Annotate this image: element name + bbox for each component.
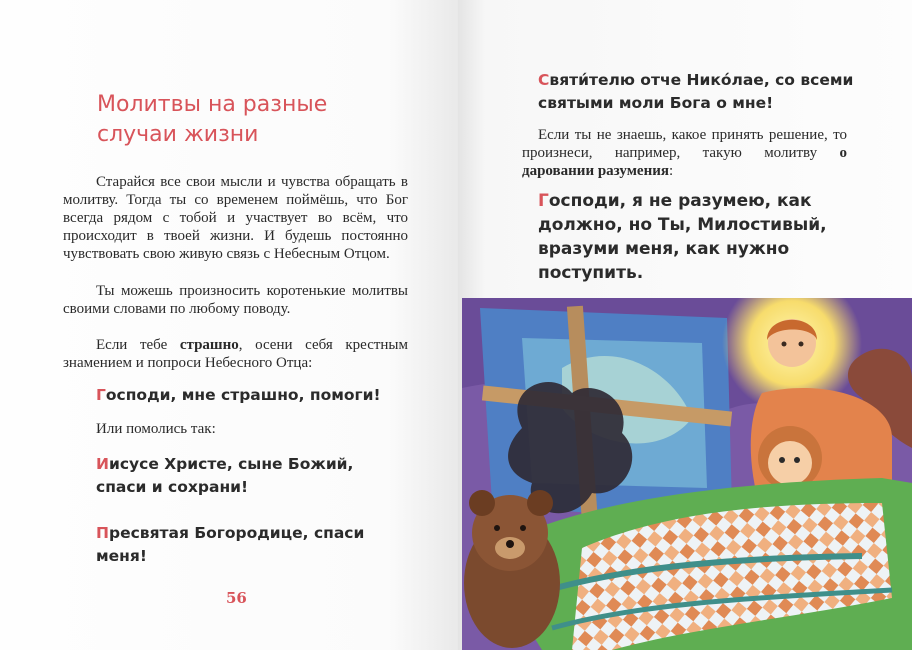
text-fragment: : [668,163,674,179]
angel-eye [799,342,804,347]
teddy-eye [520,525,526,531]
prayer-initial: Г [96,386,106,404]
teddy-eye [494,525,500,531]
angel-eye [782,342,787,347]
prayer-text: осподи, я не разумею, как должно, но Ты, Милостивый, вразуми меня, как нужно поступить. [538,191,827,283]
girl-eye [794,457,800,463]
prayer-initial: П [96,524,109,542]
girl-face [768,441,812,485]
teddy-ear [527,490,553,516]
paragraph-or-pray: Или помолись так: [96,421,216,437]
prayer-understanding [538,189,848,285]
section-heading-text: Молитвы на разные случаи жизни [97,92,328,147]
prayer-text: исусе Христе, сыне Божий, спаси и сохрани! [96,455,354,496]
prayer-initial: Г [538,191,549,211]
prayer-initial: И [96,455,109,473]
paragraph-if-scared [63,336,408,372]
teddy-ear [469,490,495,516]
girl-eye [779,457,785,463]
prayer-text: вяти́телю отче Нико́лае, со всеми святыми моли Бога о мне! [538,71,854,112]
prayer-text: осподи, мне страшно, помоги! [105,386,381,404]
prayer-initial: С [538,71,550,89]
teddy-nose [506,540,514,548]
page-number: 56 [226,589,247,607]
text-fragment: Если тебе [96,337,180,353]
bedtime-illustration [462,298,912,650]
emphasis-scared: страшно [179,337,239,353]
text-fragment: Если ты не знаешь, какое принять решение, то произнеси, например, такую молитву [522,127,847,161]
section-heading [97,90,347,150]
prayer-nicholas [538,69,858,115]
paragraph-thoughts: Старайся все свои мысли и чувства обращать в молитву. Тогда ты со временем поймёшь, что Бог всегда рядом с тобой и участвует во всём, что происходит в твоей жизни. И будешь постоянно чувствовать свою живую связь с Небесным Отцом. [63,174,408,262]
paragraph-short-prayers: Ты можешь произносить коротенькие молитвы своими словами по любому поводу. [63,283,408,317]
prayer-help [96,384,381,406]
text-fragment: , осени себя крестным знамением и попроси Небесного Отца: [63,337,408,371]
prayer-jesus [96,453,396,499]
prayer-text: ресвятая Богородице, спаси меня! [96,524,365,565]
paragraph-decision [522,126,847,180]
prayer-theotokos [96,522,396,568]
emphasis-understanding: о даровании разумения [522,145,847,179]
